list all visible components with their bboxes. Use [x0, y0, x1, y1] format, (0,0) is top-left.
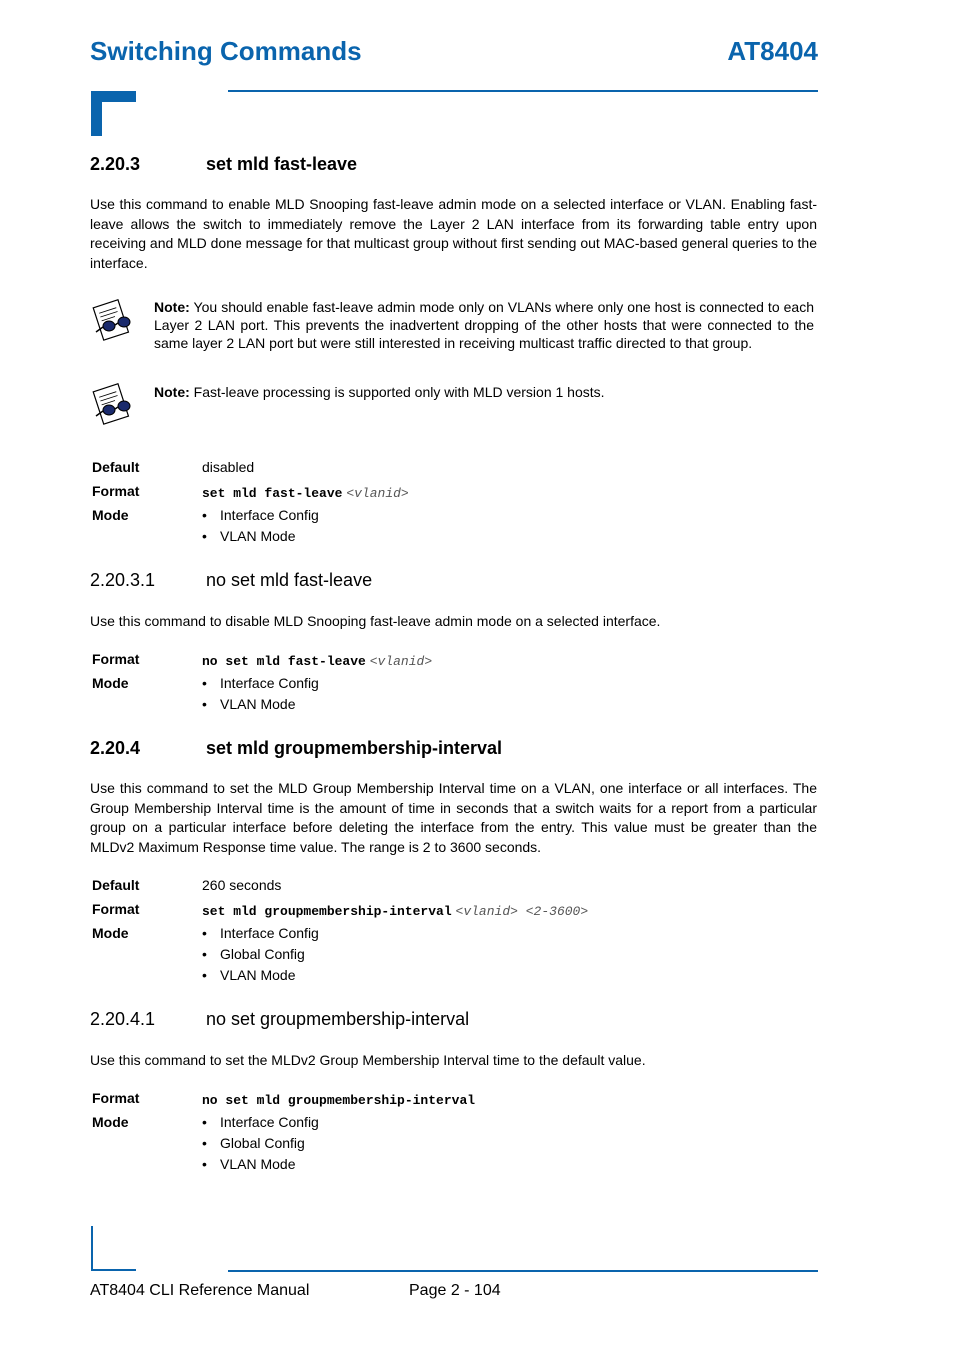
default-label: Default [92, 459, 140, 475]
note-label: Note: [154, 384, 190, 400]
section-description: Use this command to enable MLD Snooping fast-leave admin mode on a selected interface or VLAN. Enabling fast-leave allows the switch to immediately remove the Layer 2 LAN interface from its forwarding table entry upon receiving and MLD done message for that multicast group without first sending out MAC-based general queries to the interface. [90, 196, 817, 271]
format-syntax [202, 484, 409, 501]
header-title: Switching Commands [90, 36, 362, 66]
section-number: 2.20.4 [90, 738, 141, 758]
mode-label: Mode [92, 925, 129, 941]
mode-label: Mode [92, 507, 129, 523]
section-description: Use this command to set the MLDv2 Group Membership Interval time to the default value. [90, 1052, 646, 1068]
mode-item: • VLAN Mode [202, 528, 296, 544]
format-syntax [202, 1091, 475, 1108]
header-rule [228, 90, 818, 92]
command-text: set mld fast-leave [202, 486, 343, 501]
note-icon [92, 296, 136, 344]
mode-item: • Interface Config [202, 507, 319, 523]
section-title: no set mld fast-leave [206, 570, 373, 590]
default-value: 260 seconds [202, 877, 282, 893]
format-label: Format [92, 483, 140, 499]
format-label: Format [92, 1090, 140, 1106]
corner-mark-top [91, 91, 136, 136]
section-title: set mld groupmembership-interval [206, 738, 503, 758]
note-text: Fast-leave processing is supported only with MLD version 1 hosts. [189, 384, 605, 400]
mode-item: • VLAN Mode [202, 967, 296, 983]
footer-rule [228, 1270, 818, 1272]
mode-item: • Interface Config [202, 1114, 319, 1130]
note-1 [154, 298, 814, 352]
section-description: Use this command to disable MLD Snooping fast-leave admin mode on a selected interface. [90, 613, 661, 629]
command-text: no set mld groupmembership-interval [202, 1093, 476, 1108]
format-syntax [202, 652, 432, 669]
section-title: no set groupmembership-interval [206, 1009, 470, 1029]
mode-item: • Global Config [202, 946, 305, 962]
note-label: Note: [154, 299, 190, 315]
mode-label: Mode [92, 1114, 129, 1130]
section-description: Use this command to set the MLD Group Membership Interval time on a VLAN, one interface or all interfaces. The Group Membership Interval time is the amount of time in seconds that a switch waits for a report from a particular group on a particular interface before deleting the interface from the entry. This value must be greater than the MLDv2 Maximum Response time value. The range is 2 to 3600 seconds. [90, 780, 817, 855]
mode-item: • Global Config [202, 1135, 305, 1151]
command-text: no set mld fast-leave [202, 654, 366, 669]
command-argument: <vlanid> [346, 486, 409, 501]
footer-page-number: Page 2 - 104 [409, 1282, 501, 1299]
section-title: set mld fast-leave [206, 154, 358, 174]
format-label: Format [92, 651, 140, 667]
section-heading-2-20-4 [90, 738, 502, 759]
default-value: disabled [202, 459, 255, 475]
section-number: 2.20.3 [90, 154, 141, 174]
format-syntax [202, 902, 588, 919]
mode-item: • Interface Config [202, 925, 319, 941]
format-label: Format [92, 901, 140, 917]
mode-label: Mode [92, 675, 129, 691]
command-text: set mld groupmembership-interval [202, 904, 452, 919]
section-number: 2.20.4.1 [90, 1009, 156, 1029]
mode-item: • VLAN Mode [202, 1156, 296, 1172]
corner-mark-bottom [91, 1226, 136, 1271]
note-text: You should enable fast-leave admin mode only on VLANs where only one host is connected to each Layer 2 LAN port. This prevents the inadvertent dropping of the other hosts that were connected to the same layer 2 LAN port but were still interested in receiving multicast traffic directed to that group. [154, 299, 814, 351]
header-product: AT8404 [727, 36, 818, 66]
note-icon [92, 380, 136, 428]
note-2 [154, 383, 814, 401]
section-heading-2-20-4-1 [90, 1009, 469, 1030]
command-argument: <vlanid> [369, 654, 433, 669]
default-label: Default [92, 877, 140, 893]
section-number: 2.20.3.1 [90, 570, 156, 590]
footer-manual-title: AT8404 CLI Reference Manual [90, 1282, 310, 1299]
mode-item: • VLAN Mode [202, 696, 296, 712]
section-heading-2-20-3-1 [90, 570, 372, 591]
section-heading-2-20-3 [90, 154, 357, 175]
command-argument: <vlanid> <2-3600> [455, 904, 589, 919]
mode-item: • Interface Config [202, 675, 319, 691]
